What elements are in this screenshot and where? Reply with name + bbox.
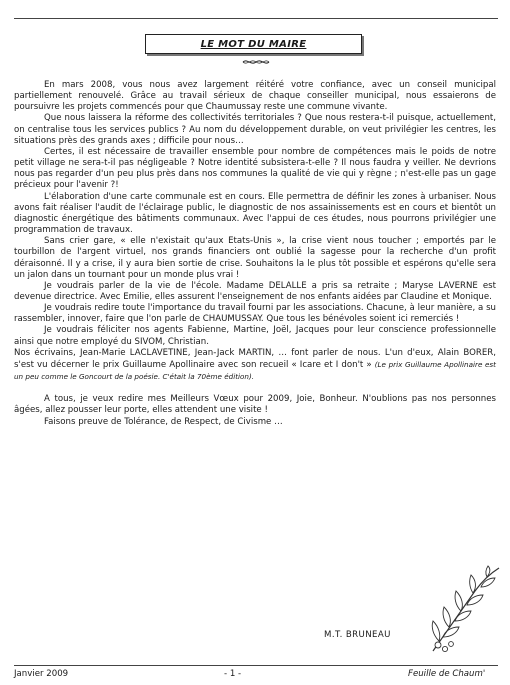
spacer bbox=[14, 383, 496, 394]
title-box bbox=[145, 34, 362, 54]
paragraph: A tous, je veux redire mes Meilleurs Vœux pour 2009, Joie, Bonheur. N'oublions pas nos personnes âgées, allez pousser leur porte, elles attendent une visite ! bbox=[14, 394, 496, 416]
paragraph: Faisons preuve de Tolérance, de Respect, de Civisme … bbox=[44, 416, 283, 427]
paragraph: L'élaboration d'une carte communale est en cours. Elle permettra de définir les zones à urbaniser. Nous avons fait réaliser l'audit de l'éclairage public, le diagnostic de nos assainissements est en cours et bientôt un diagnostic énergétique des bâtiments communaux. Avec l'appui de ces études, nous pourrons privilégier une programmation de travaux. bbox=[14, 191, 496, 236]
paragraph-text: Nos écrivains, Jean-Marie LACLAVETINE, Jean-Jack MARTIN, … font parler de nous. L'un d'eux, Alain BORER, s'est vu décerner le prix Guillaume Apollinaire avec son recueil « Icare et I don't » bbox=[14, 347, 496, 370]
paragraph: Je voudrais redire toute l'importance du travail fourni par les associations. Chacune, à leur manière, a su rassembler, innover, faire que l'on parle de CHAUMUSSAY. Que tous les bénévoles soient ici remerciés ! bbox=[14, 303, 496, 325]
signature: M.T. BRUNEAU bbox=[324, 630, 391, 640]
footer-date: Janvier 2009 bbox=[14, 669, 69, 679]
letter-body bbox=[14, 80, 496, 428]
paragraph: Que nous laissera la réforme des collectivités territoriales ? Que nous restera-t-il puisque, actuellement, on centralise tous les services publics ? Au nom du développement durable, on veut privilégier les centres, les situations près des grands axes ; difficile pour nous… bbox=[14, 113, 496, 146]
bottom-rule bbox=[14, 665, 498, 666]
paragraph: Je voudrais féliciter nos agents Fabienne, Martine, Joël, Jacques pour leur conscience professionnelle ainsi que notre employé du SIVOM, Christian. bbox=[14, 325, 496, 347]
paragraph bbox=[14, 348, 496, 383]
page-number: - 1 - bbox=[224, 669, 242, 679]
paragraph: Sans crier gare, « elle n'existait qu'aux Etats-Unis », la crise vient nous toucher ; emportés par le tourbillon de l'argent virtuel, nos grands financiers ont oublié la sagesse pour la recherche d'un profit déraisonné. Il y a crise, il y aura bien sortie de crise. Souhaitons la le plus tôt possible et espérons qu'elle sera un jalon dans un tournant pour un monde plus vrai ! bbox=[14, 236, 496, 280]
paragraph: Je voudrais parler de la vie de l'école. Madame DELALLE a pris sa retraite ; Maryse LAVERNE est devenue directrice. Avec Emilie, elles assurent l'enseignement de nos enfants aidées par Claudine et Monique. bbox=[14, 280, 496, 302]
paragraph: En mars 2008, vous nous avez largement réitéré votre confiance, avec un conseil municipal partiellement renouvelé. Grâce au travail sérieux de chaque conseiller municipal, nous essaierons de poursuivre les projets commencés pour que Chaumussay reste une commune vivante. bbox=[14, 80, 496, 113]
page-title: LE MOT DU MAIRE bbox=[200, 38, 307, 50]
publication-name: Feuille de Chaum' bbox=[408, 669, 486, 679]
prize-note: (Le prix Guillaume Apollinaire est un peu comme le Goncourt de la poésie. C'était la 70ème édition). bbox=[14, 359, 496, 382]
flourish-ornament bbox=[242, 58, 270, 66]
top-rule bbox=[14, 18, 498, 19]
olive-branch-illustration bbox=[425, 565, 503, 655]
paragraph: Certes, il est nécessaire de travailler ensemble pour nombre de compétences mais le poids de notre petit village ne sera-t-il pas négligeable ? Notre identité subsistera-t-elle ? Il nous faudra y veiller. Ne devrions nous pas regarder d'un peu plus près dans nos communes la qualité de vie qui y règne ; n'est-elle pas un gage précieux pour l'avenir ?! bbox=[14, 146, 496, 191]
